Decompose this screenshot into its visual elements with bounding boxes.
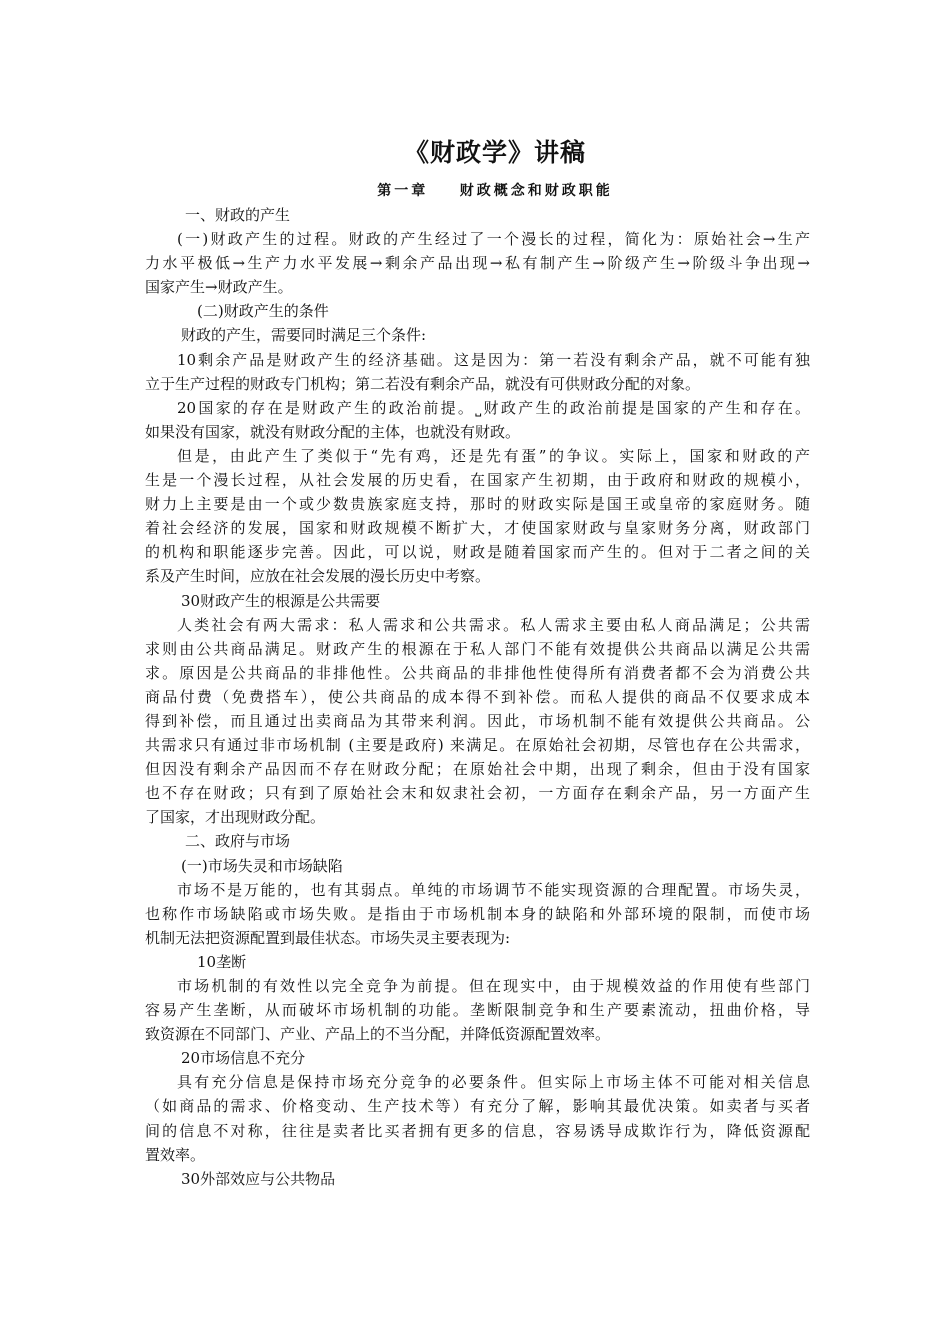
- text-line: 二、政府与市场: [185, 832, 291, 851]
- text-line: 生是一个漫长过程，从社会发展的历史看，在国家产生初期，由于政府和财政的规模小，: [145, 471, 810, 490]
- text-line: 如果没有国家，就没有财政分配的主体，也就没有财政。: [145, 422, 521, 441]
- text-line: 也不存在财政；只有到了原始社会末和奴隶社会初，一方面存在剩余产品，另一方面产生: [145, 784, 810, 803]
- text-line: 财力上主要是由一个或少数贵族家庭支持，那时的财政实际是国王或皇帝的家庭财务。随: [145, 495, 810, 514]
- text-line: 了国家，才出现财政分配。: [145, 808, 326, 827]
- text-line: (二)财政产生的条件: [197, 302, 329, 321]
- text-line: 10垄断: [197, 952, 247, 971]
- chapter-title: 第一章 财政概念和财政职能: [377, 183, 613, 199]
- document-title: 《财政学》讲稿: [403, 138, 586, 167]
- text-line: 国家产生→财政产生。: [145, 278, 293, 297]
- text-line: (一)财政产生的过程。财政的产生经过了一个漫长的过程，简化为：原始社会→生产: [177, 230, 810, 249]
- text-line: 求。原因是公共商品的非排他性。公共商品的非排他性使得所有消费者都不会为消费公共: [145, 663, 810, 682]
- text-line: 也称作市场缺陷或市场失败。是指由于市场机制本身的缺陷和外部环境的限制，而使市场: [145, 904, 810, 923]
- text-line: 但是，由此产生了类似于“先有鸡，还是先有蛋”的争议。实际上，国家和财政的产: [177, 446, 810, 465]
- text-line: 容易产生垄断，从而破坏市场机制的功能。垄断限制竞争和生产要素流动，扭曲价格，导: [145, 1001, 810, 1020]
- text-line: 共需求只有通过非市场机制 (主要是政府) 来满足。在原始社会初期，尽管也存在公共需求，: [145, 736, 810, 755]
- text-line: 具有充分信息是保持市场充分竞争的必要条件。但实际上市场主体不可能对相关信息: [177, 1073, 810, 1092]
- text-line: 30外部效应与公共物品: [181, 1169, 336, 1188]
- text-line: 机制无法把资源配置到最佳状态。市场失灵主要表现为:: [145, 928, 511, 947]
- text-line: 商品付费（免费搭车），使公共商品的成本得不到补偿。而私人提供的商品不仅要求成本: [145, 687, 810, 706]
- text-line: 置效率。: [145, 1145, 206, 1164]
- text-line: 着社会经济的发展，国家和财政规模不断扩大，才使国家财政与皇家财务分离，财政部门: [145, 519, 810, 538]
- text-line: 得到补偿，而且通过出卖商品为其带来利润。因此，市场机制不能有效提供公共商品。公: [145, 711, 810, 730]
- text-line: 30财政产生的根源是公共需要: [181, 591, 381, 610]
- text-line: 20市场信息不充分: [181, 1049, 306, 1068]
- text-line: 市场不是万能的，也有其弱点。单纯的市场调节不能实现资源的合理配置。市场失灵，: [177, 880, 810, 899]
- text-line: 立于生产过程的财政专门机构；第二若没有剩余产品，就没有可供财政分配的对象。: [145, 374, 701, 393]
- text-line: 但因没有剩余产品因而不存在财政分配；在原始社会中期，出现了剩余，但由于没有国家: [145, 760, 810, 779]
- text-line: 系及产生时间，应放在社会发展的漫长历史中考察。: [145, 567, 491, 586]
- text-line: 市场机制的有效性以完全竞争为前提。但在现实中，由于规模效益的作用使有些部门: [177, 977, 810, 995]
- text-line: 的机构和职能逐步完善。因此，可以说，财政是随着国家而产生的。但对于二者之间的关: [145, 543, 810, 562]
- text-line: 20国家的存在是财政产生的政治前提。⎵财政产生的政治前提是国家的产生和存在。: [177, 398, 810, 417]
- text-line: 人类社会有两大需求：私人需求和公共需求。私人需求主要由私人商品满足；公共需: [177, 615, 810, 634]
- body-text: [145, 203, 810, 1191]
- text-line: 财政的产生，需要同时满足三个条件:: [181, 326, 427, 345]
- text-line: 一、财政的产生: [185, 206, 291, 224]
- text-line: 间的信息不对称，往往是卖者比买者拥有更多的信息，容易诱导成欺诈行为，降低资源配: [145, 1121, 810, 1140]
- text-line: (一)市场失灵和市场缺陷: [181, 856, 343, 875]
- text-line: 求则由公共商品满足。财政产生的根源在于私人部门不能有效提供公共商品以满足公共需: [145, 639, 810, 658]
- text-line: 致资源在不同部门、产业、产品上的不当分配，并降低资源配置效率。: [145, 1025, 611, 1044]
- text-line: （如商品的需求、价格变动、生产技术等）有充分了解，影响其最优决策。如卖者与买者: [145, 1097, 810, 1116]
- text-line: 10剩余产品是财政产生的经济基础。这是因为：第一若没有剩余产品，就不可能有独: [177, 350, 810, 369]
- text-line: 力水平极低→生产力水平发展→剩余产品出现→私有制产生→阶级产生→阶级斗争出现→: [145, 254, 810, 273]
